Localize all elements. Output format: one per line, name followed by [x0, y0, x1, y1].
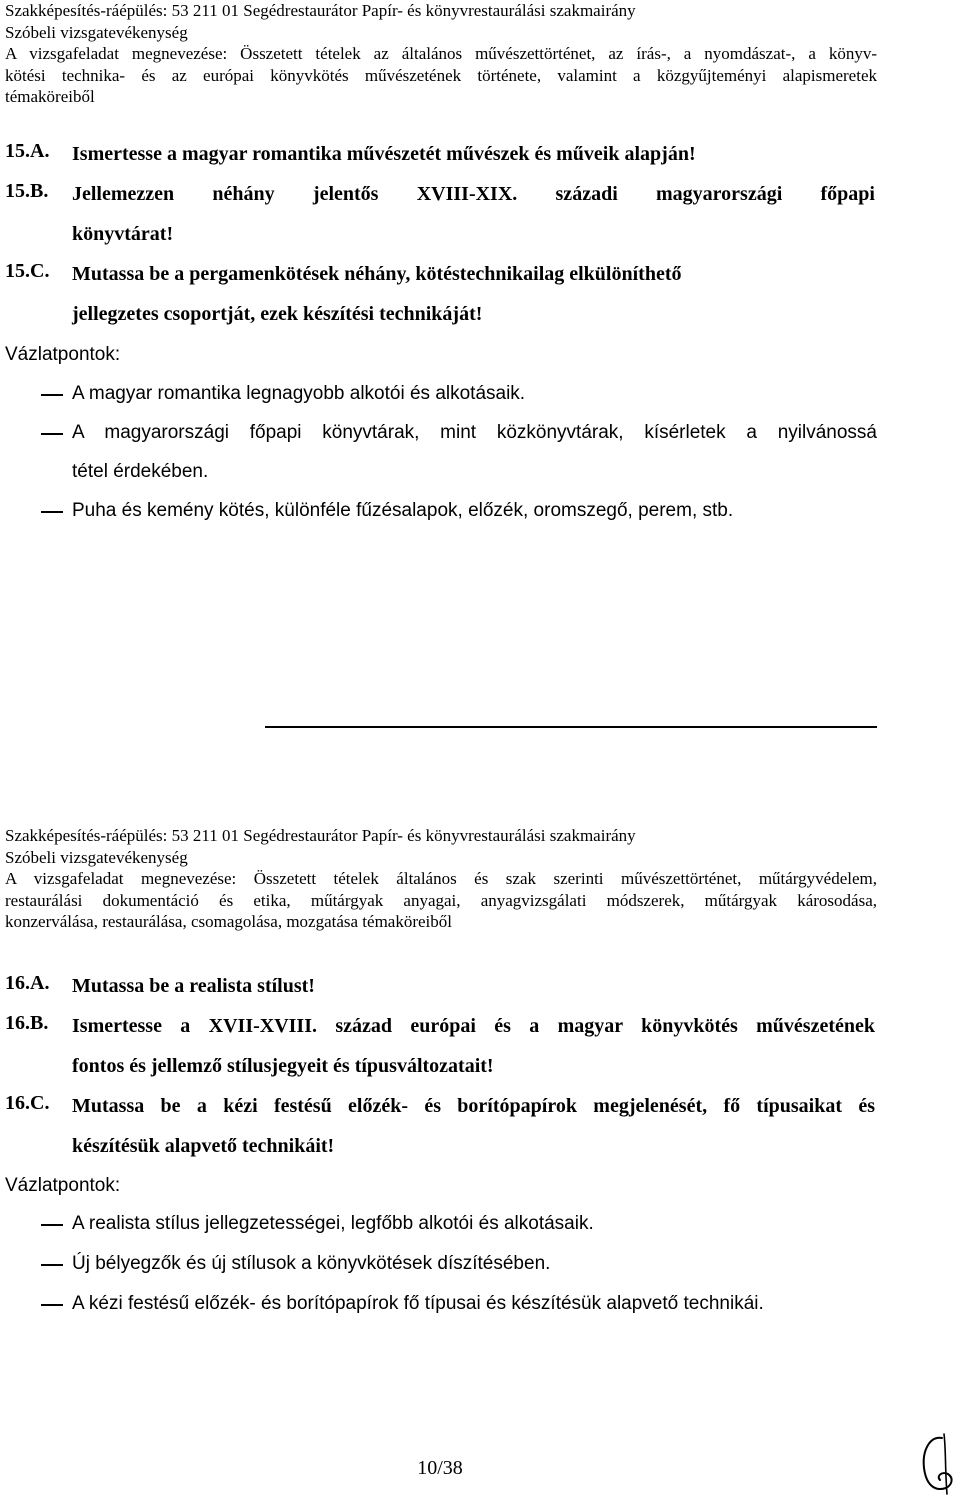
header-task-name-end: témaköreiből [5, 87, 95, 106]
header-task-name-cont: restaurálási dokumentáció és etika, műtárgyak anyagai, anyagvizsgálati módszerek, műtárgyak károsodása, [5, 890, 877, 910]
header-task-name: A vizsgafeladat megnevezése: Összetett tételek általános és szak szerinti művészettörténet, műtárgyvédelem, [5, 869, 877, 888]
exam-header-1 [5, 0, 877, 108]
header-task-name-cont: kötési technika- és az európai könyvkötés művészetének története, valamint a közgyűjteményi alapismeretek [5, 65, 877, 85]
dash-icon [41, 1224, 63, 1226]
header-task-name: A vizsgafeladat megnevezése: Összetett tételek az általános művészettörténet, az írás-, a nyomdászat-, a könyv- [5, 44, 877, 63]
task-text-cont: készítésük alapvető technikáit! [72, 1135, 335, 1157]
task-text: Jellemezzen néhány jelentős XVIII-XIX. századi magyarországi főpapi [72, 183, 875, 205]
header-exam-type: Szóbeli vizsgatevékenység [5, 22, 188, 42]
task-text: Mutassa be a realista stílust! [72, 975, 315, 997]
task-text: Mutassa be a pergamenkötések néhány, kötéstechnikailag elkülöníthető [72, 263, 682, 285]
dash-icon [41, 1304, 63, 1306]
header-task-name-end: konzerválása, restaurálása, csomagolása, mozgatása témaköreiből [5, 912, 452, 931]
signature-mark [912, 1430, 958, 1500]
task-text: Ismertesse a XVII-XVIII. század európai és a magyar könyvkötés művészetének [72, 1015, 875, 1037]
section-divider [265, 726, 877, 728]
task-text-cont: jellegzetes csoportját, ezek készítési technikáját! [72, 303, 483, 325]
task-number: 15.A. [5, 140, 50, 162]
task-number: 16.A. [5, 972, 50, 994]
header-qualification: Szakképesítés-ráépülés: 53 211 01 Segédrestaurátor Papír- és könyvrestaurálási szakmairány [5, 826, 636, 845]
outline-label: Vázlatpontok: [5, 344, 121, 365]
task-text: Ismertesse a magyar romantika művészetét művészek és műveik alapján! [72, 143, 696, 165]
dash-icon [41, 394, 63, 396]
dash-icon [41, 433, 63, 435]
header-exam-type: Szóbeli vizsgatevékenység [5, 847, 188, 867]
task-text-cont: könyvtárat! [72, 223, 174, 245]
header-qualification: Szakképesítés-ráépülés: 53 211 01 Segédrestaurátor Papír- és könyvrestaurálási szakmairány [5, 1, 636, 20]
document-page: Szakképesítés-ráépülés: 53 211 01 Segédrestaurátor Papír- és könyvrestaurálási szakmairány Szóbeli vizsgatevékenység A vizsgafeladat megnevezése: Összetett tételek az általános művészettörténet, az írás-, a nyomdászat-, a könyv- kötési technika- és az európai könyvkötés művészetének története, valamint a közgyűjteményi alapismeretek témaköreiből 15.A. Ismertesse a magyar romantika művészetét művészek és műveik alapján! 15.B. Jellemezzen néhány jelentős XVIII-XIX. századi magyarországi főpapi könyvtárat! 15.C. Mutassa be a pergamenkötések néhány, kötéstechnikailag elkülöníthető jellegzetes csoportját, ezek készítési technikáját! Vázlatpontok: A magyar romantika legnagyobb alkotói és alkotásaik. A magyarországi főpapi könyvtárak, mint közkönyvtárak, kísérletek a nyilvánossá tétel érdekében. Puha és kemény kötés, különféle fűzésalapok, előzék, oromszegő, perem, stb. Szakképesítés-ráépülés: 53 211 01 Segédrestaurátor Papír- és könyvrestaurálási szakmairány Szóbeli vizsgatevékenység A vizsgafeladat megnevezése: Összetett tételek általános és szak szerinti művészettörténet, műtárgyvédelem, restaurálási dokumentáció és etika, műtárgyak anyagai, anyagvizsgálati módszerek, műtárgyak károsodása, konzerválása, restaurálása, csomagolása, mozgatása témaköreiből 16.A. Mutassa be a realista stílust! 16.B. Ismertesse a XVII-XVIII. század európai és a magyar könyvkötés művészetének fontos és jellemző stílusjegyeit és típusváltozatait! 16.C. Mutassa be a kézi festésű előzék- és borítópapírok megjelenését, fő típusaikat és készítésük alapvető technikáit! Vázlatpontok: A realista stílus jellegzetességei, legfőbb alkotói és alkotásaik. Új bélyegzők és új stílusok a könyvkötések díszítésében. A kézi festésű előzék- és borítópapírok fő típusai és készítésük alapvető technikái. 10/38 [0, 0, 960, 1503]
task-number: 16.B. [5, 1012, 49, 1034]
exam-header-2 [5, 825, 877, 933]
page-number: 10/38 [417, 1457, 463, 1479]
task-text: Mutassa be a kézi festésű előzék- és borítópapírok megjelenését, fő típusaikat és [72, 1095, 875, 1117]
task-number: 15.B. [5, 180, 49, 202]
task-text-cont: fontos és jellemző stílusjegyeit és típusváltozatait! [72, 1055, 494, 1077]
dash-icon [41, 1264, 63, 1266]
outline-label: Vázlatpontok: [5, 1175, 121, 1196]
task-number: 15.C. [5, 260, 50, 282]
task-number: 16.C. [5, 1092, 50, 1114]
dash-icon [41, 511, 63, 513]
